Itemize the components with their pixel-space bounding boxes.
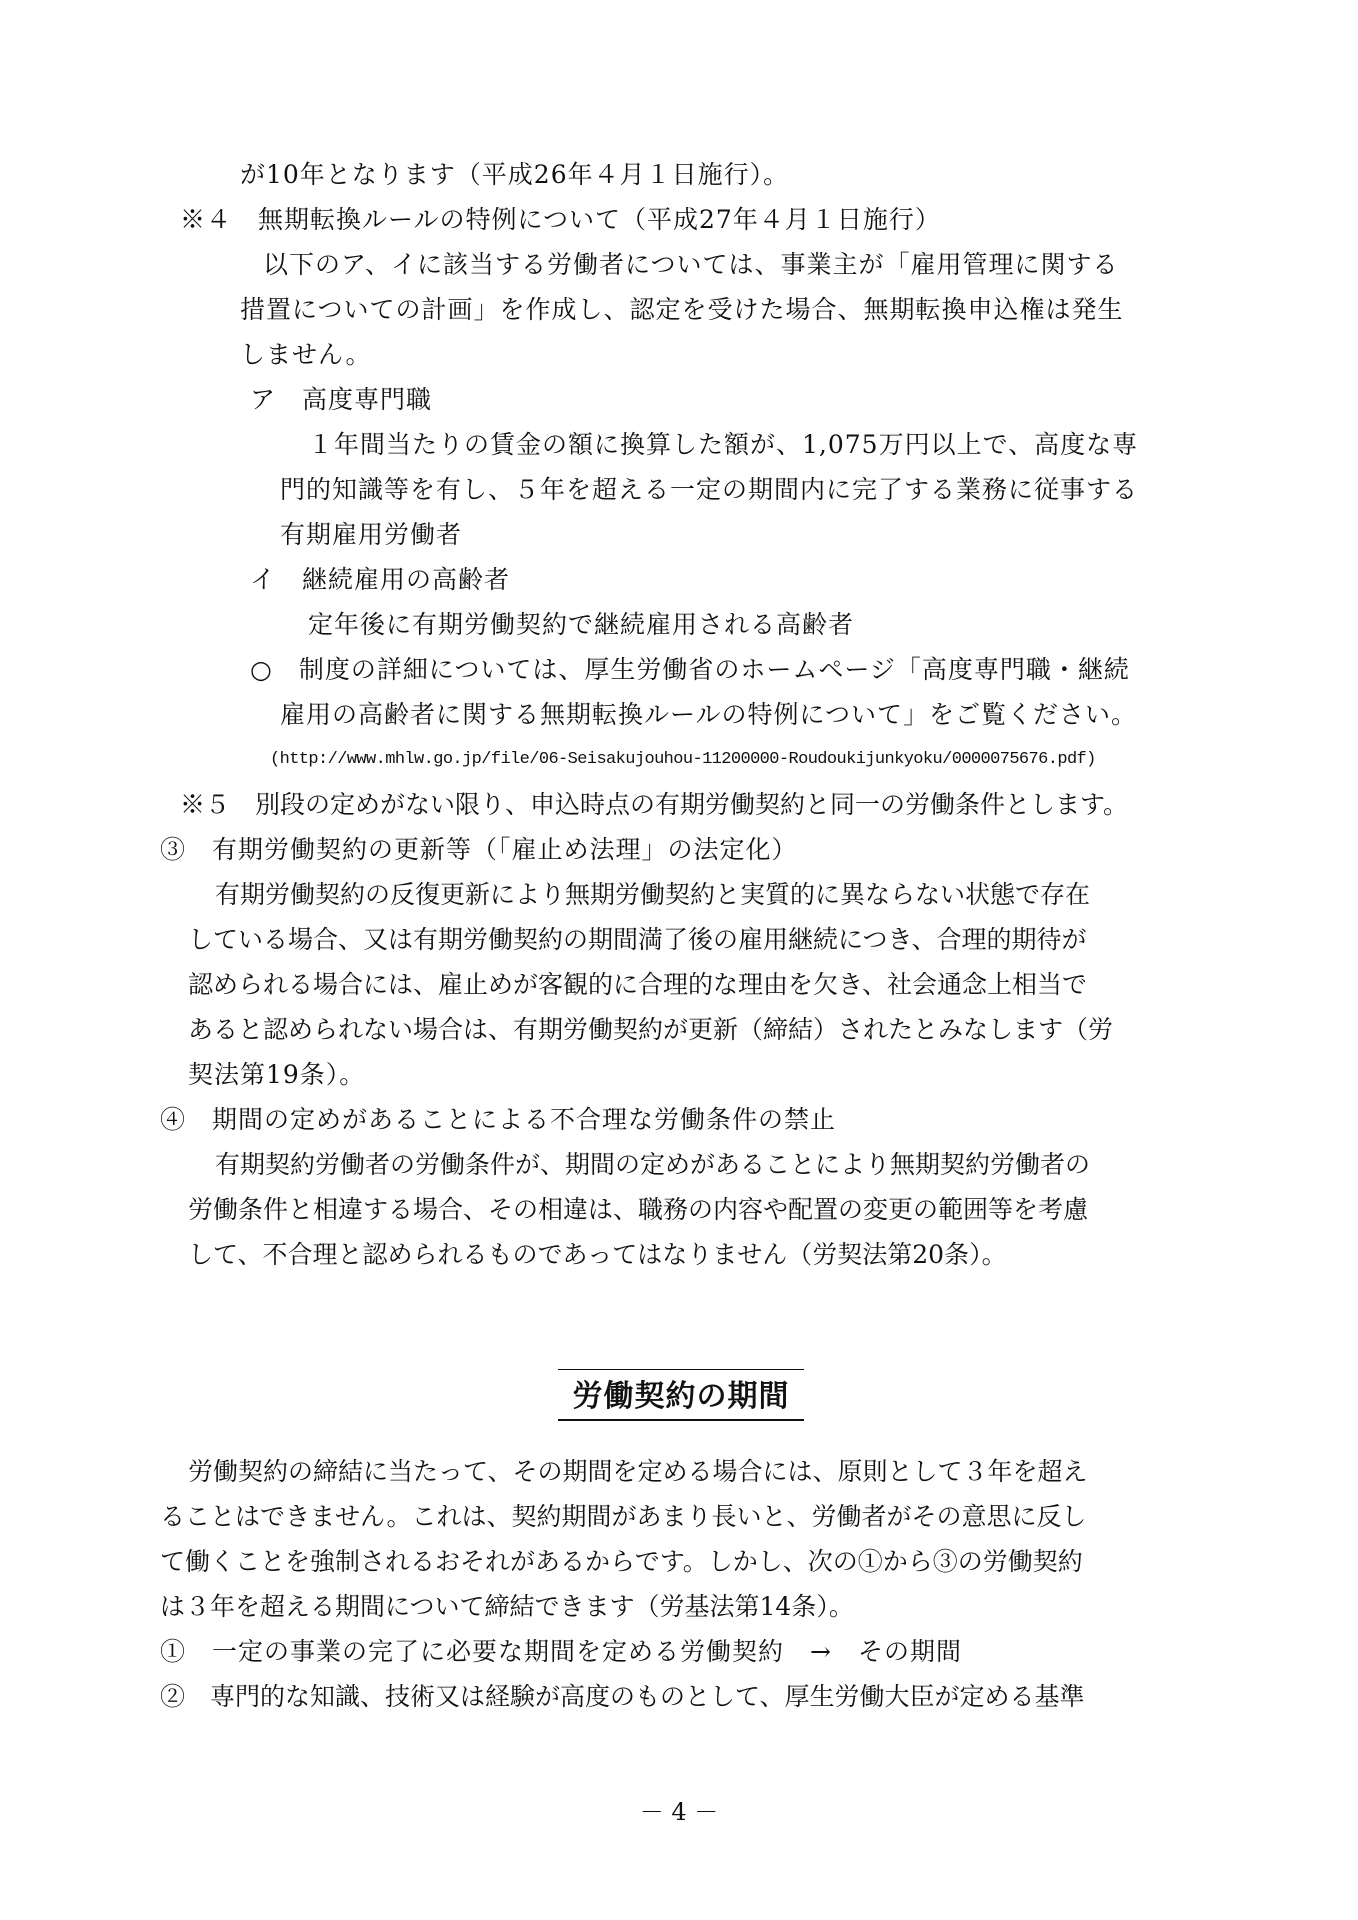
text-line: 以下のア、イに該当する労働者については、事業主が「雇用管理に関する [263,250,1119,279]
text-line: １年間当たりの賃金の額に換算した額が、1,075万円以上で、高度な専 [308,430,1139,459]
text-line: しません。 [240,340,372,369]
note-5: ※５ 別段の定めがない限り、申込時点の有期労働契約と同一の労働条件とします。 [180,790,1129,819]
text-line: て働くことを強制されるおそれがあるからです。しかし、次の①から③の労働契約 [160,1547,1083,1576]
text-line: ることはできません。これは、契約期間があまり長いと、労働者がその意思に反し [160,1502,1087,1531]
text-line: 有期雇用労働者 [280,520,463,549]
section-heading: 労働契約の期間 [558,1377,804,1421]
text-line: あると認められない場合は、有期労働契約が更新（締結）されたとみなします（労 [188,1015,1114,1044]
reference-url: (http://www.mhlw.go.jp/file/06-Seisakujouhou-11200000-Roudoukijunkyoku/0000075676.pdf) [270,750,1096,769]
text-line: している場合、又は有期労働契約の期間満了後の雇用継続につき、合理的期待が [188,925,1087,954]
list-item-2: ② 専門的な知識、技術又は経験が高度のものとして、厚生労働大臣が定める基準 [160,1682,1085,1711]
list-item-1: ① 一定の事業の完了に必要な期間を定める労働契約 → その期間 [160,1637,962,1666]
text-line: 雇用の高齢者に関する無期転換ルールの特例について」をご覧ください。 [280,700,1138,729]
text-line: ○ 制度の詳細については、厚生労働省のホームページ「高度専門職・継続 [250,655,1130,684]
text-line: 認められる場合には、雇止めが客観的に合理的な理由を欠き、社会通念上相当で [188,970,1088,999]
text-line: 措置についての計画」を作成し、認定を受けた場合、無期転換申込権は発生 [240,295,1124,324]
section-4-heading: ④ 期間の定めがあることによる不合理な労働条件の禁止 [160,1105,837,1134]
page-number: － 4 － [639,1798,719,1826]
text-line: 有期契約労働者の労働条件が、期間の定めがあることにより無期契約労働者の [215,1150,1091,1179]
item-a-heading: ア 高度専門職 [250,385,433,414]
item-i-heading: イ 継続雇用の高齢者 [250,565,511,594]
text-line: は３年を超える期間について締結できます（労基法第14条）。 [160,1592,854,1621]
text-line: 定年後に有期労働契約で継続雇用される高齢者 [308,610,855,639]
text-line: が10年となります（平成26年４月１日施行）。 [240,160,790,189]
text-line: 労働条件と相違する場合、その相違は、職務の内容や配置の変更の範囲等を考慮 [188,1195,1089,1224]
text-line: 有期労働契約の反復更新により無期労働契約と実質的に異ならない状態で存在 [215,880,1091,909]
section-3-heading: ③ 有期労働契約の更新等（「雇止め法理」の法定化） [160,835,798,864]
note-4-heading: ※４ 無期転換ルールの特例について（平成27年４月１日施行） [180,205,941,234]
text-line: 契法第19条）。 [188,1060,366,1089]
text-line: 門的知識等を有し、５年を超える一定の期間内に完了する業務に従事する [280,475,1139,504]
text-line: 労働契約の締結に当たって、その期間を定める場合には、原則として３年を超え [188,1457,1088,1486]
text-line: して、不合理と認められるものであってはなりません（労契法第20条）。 [188,1240,1007,1269]
